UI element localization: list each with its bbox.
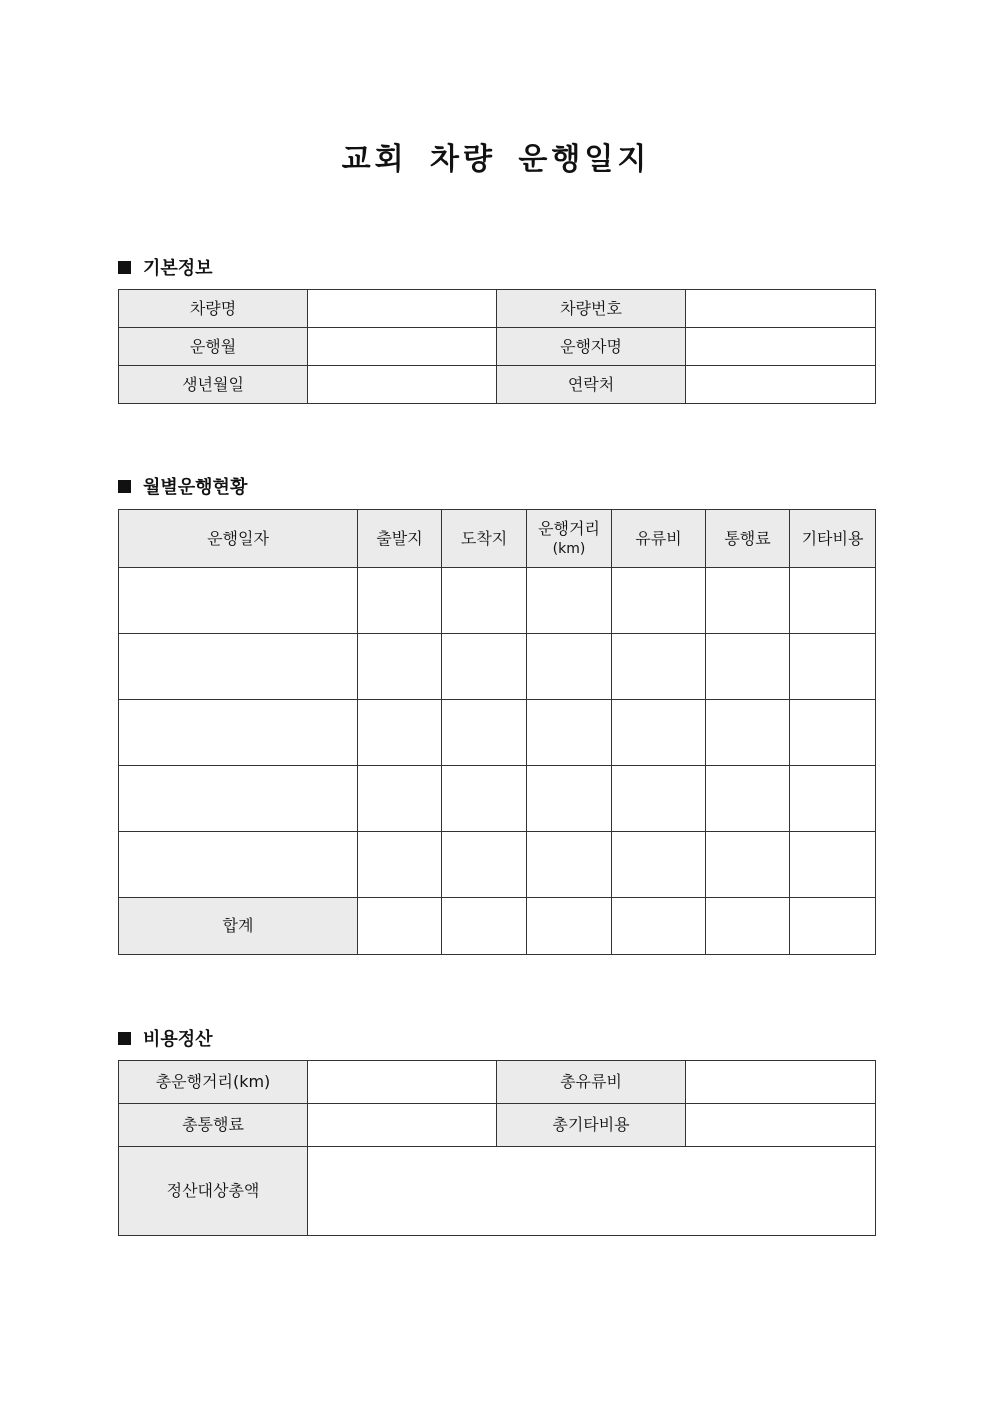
- header-other-cost: 기타비용: [790, 510, 876, 568]
- total-distance-field[interactable]: [308, 1061, 497, 1104]
- table-cell[interactable]: [527, 700, 612, 766]
- table-row: [119, 832, 876, 898]
- table-cell[interactable]: [119, 700, 358, 766]
- label-total-distance: 총운행거리(km): [119, 1061, 308, 1104]
- label-total-toll: 총통행료: [119, 1104, 308, 1147]
- label-birth-date: 생년월일: [119, 366, 308, 404]
- table-row: [119, 766, 876, 832]
- driver-name-field[interactable]: [686, 328, 876, 366]
- square-bullet-icon: [118, 261, 131, 274]
- header-date: 운행일자: [119, 510, 358, 568]
- table-cell[interactable]: [358, 700, 442, 766]
- table-cell[interactable]: [119, 766, 358, 832]
- basic-info-table: [118, 289, 876, 404]
- header-arrival: 도착지: [442, 510, 527, 568]
- vehicle-name-field[interactable]: [308, 290, 497, 328]
- table-cell[interactable]: [442, 832, 527, 898]
- table-row: [119, 328, 876, 366]
- table-cell[interactable]: [358, 568, 442, 634]
- monthly-log-table: [118, 509, 876, 955]
- header-fuel-cost: 유류비: [612, 510, 706, 568]
- settlement-table: [118, 1060, 876, 1236]
- table-cell[interactable]: [706, 766, 790, 832]
- header-distance-label: 운행거리: [538, 519, 600, 539]
- table-row: [119, 568, 876, 634]
- month-field[interactable]: [308, 328, 497, 366]
- page-title: 교회 차량 운행일지: [341, 142, 651, 177]
- total-cell[interactable]: [612, 898, 706, 955]
- section-heading-label: 월별운행현황: [143, 477, 248, 498]
- label-vehicle-number: 차량번호: [497, 290, 686, 328]
- section-heading-label: 비용정산: [143, 1029, 213, 1050]
- label-contact: 연락처: [497, 366, 686, 404]
- table-cell[interactable]: [527, 568, 612, 634]
- table-cell[interactable]: [790, 700, 876, 766]
- table-cell[interactable]: [442, 700, 527, 766]
- header-toll: 통행료: [706, 510, 790, 568]
- label-month: 운행월: [119, 328, 308, 366]
- table-cell[interactable]: [790, 832, 876, 898]
- table-cell[interactable]: [706, 832, 790, 898]
- total-cell[interactable]: [358, 898, 442, 955]
- table-cell[interactable]: [790, 634, 876, 700]
- header-distance-unit: (km): [552, 540, 586, 557]
- square-bullet-icon: [118, 480, 131, 493]
- table-cell[interactable]: [790, 766, 876, 832]
- table-cell[interactable]: [442, 634, 527, 700]
- table-cell[interactable]: [706, 700, 790, 766]
- table-cell[interactable]: [790, 568, 876, 634]
- settlement-total-field[interactable]: [308, 1147, 876, 1236]
- table-row: [119, 1061, 876, 1104]
- table-row: [119, 1104, 876, 1147]
- label-settlement-total: 정산대상총액: [119, 1147, 308, 1236]
- table-row: [119, 1147, 876, 1236]
- section-heading-monthly: [118, 473, 247, 499]
- label-total-fuel: 총유류비: [497, 1061, 686, 1104]
- total-cell[interactable]: [790, 898, 876, 955]
- table-cell[interactable]: [358, 832, 442, 898]
- table-row: [119, 700, 876, 766]
- contact-field[interactable]: [686, 366, 876, 404]
- total-fuel-field[interactable]: [686, 1061, 876, 1104]
- total-cell[interactable]: [706, 898, 790, 955]
- total-other-field[interactable]: [686, 1104, 876, 1147]
- total-cell[interactable]: [527, 898, 612, 955]
- table-row: [119, 366, 876, 404]
- label-driver-name: 운행자명: [497, 328, 686, 366]
- total-row: [119, 898, 876, 955]
- header-departure: 출발지: [358, 510, 442, 568]
- table-cell[interactable]: [527, 766, 612, 832]
- table-cell[interactable]: [612, 568, 706, 634]
- table-cell[interactable]: [442, 568, 527, 634]
- vehicle-number-field[interactable]: [686, 290, 876, 328]
- table-row: [119, 290, 876, 328]
- label-vehicle-name: 차량명: [119, 290, 308, 328]
- table-cell[interactable]: [442, 766, 527, 832]
- table-cell[interactable]: [527, 634, 612, 700]
- table-cell[interactable]: [119, 634, 358, 700]
- table-cell[interactable]: [706, 634, 790, 700]
- birth-date-field[interactable]: [308, 366, 497, 404]
- square-bullet-icon: [118, 1032, 131, 1045]
- total-cell[interactable]: [442, 898, 527, 955]
- section-heading-label: 기본정보: [143, 258, 213, 279]
- table-cell[interactable]: [119, 568, 358, 634]
- table-row: [119, 634, 876, 700]
- section-heading-settlement: [118, 1025, 213, 1051]
- table-cell[interactable]: [527, 832, 612, 898]
- table-cell[interactable]: [706, 568, 790, 634]
- section-heading-basic: [118, 254, 213, 280]
- total-label: 합계: [119, 898, 358, 955]
- total-toll-field[interactable]: [308, 1104, 497, 1147]
- table-cell[interactable]: [612, 700, 706, 766]
- table-cell[interactable]: [612, 832, 706, 898]
- table-cell[interactable]: [612, 766, 706, 832]
- table-cell[interactable]: [358, 766, 442, 832]
- table-cell[interactable]: [358, 634, 442, 700]
- label-total-other: 총기타비용: [497, 1104, 686, 1147]
- header-distance: [527, 510, 612, 568]
- table-header-row: [119, 510, 876, 568]
- table-cell[interactable]: [612, 634, 706, 700]
- table-cell[interactable]: [119, 832, 358, 898]
